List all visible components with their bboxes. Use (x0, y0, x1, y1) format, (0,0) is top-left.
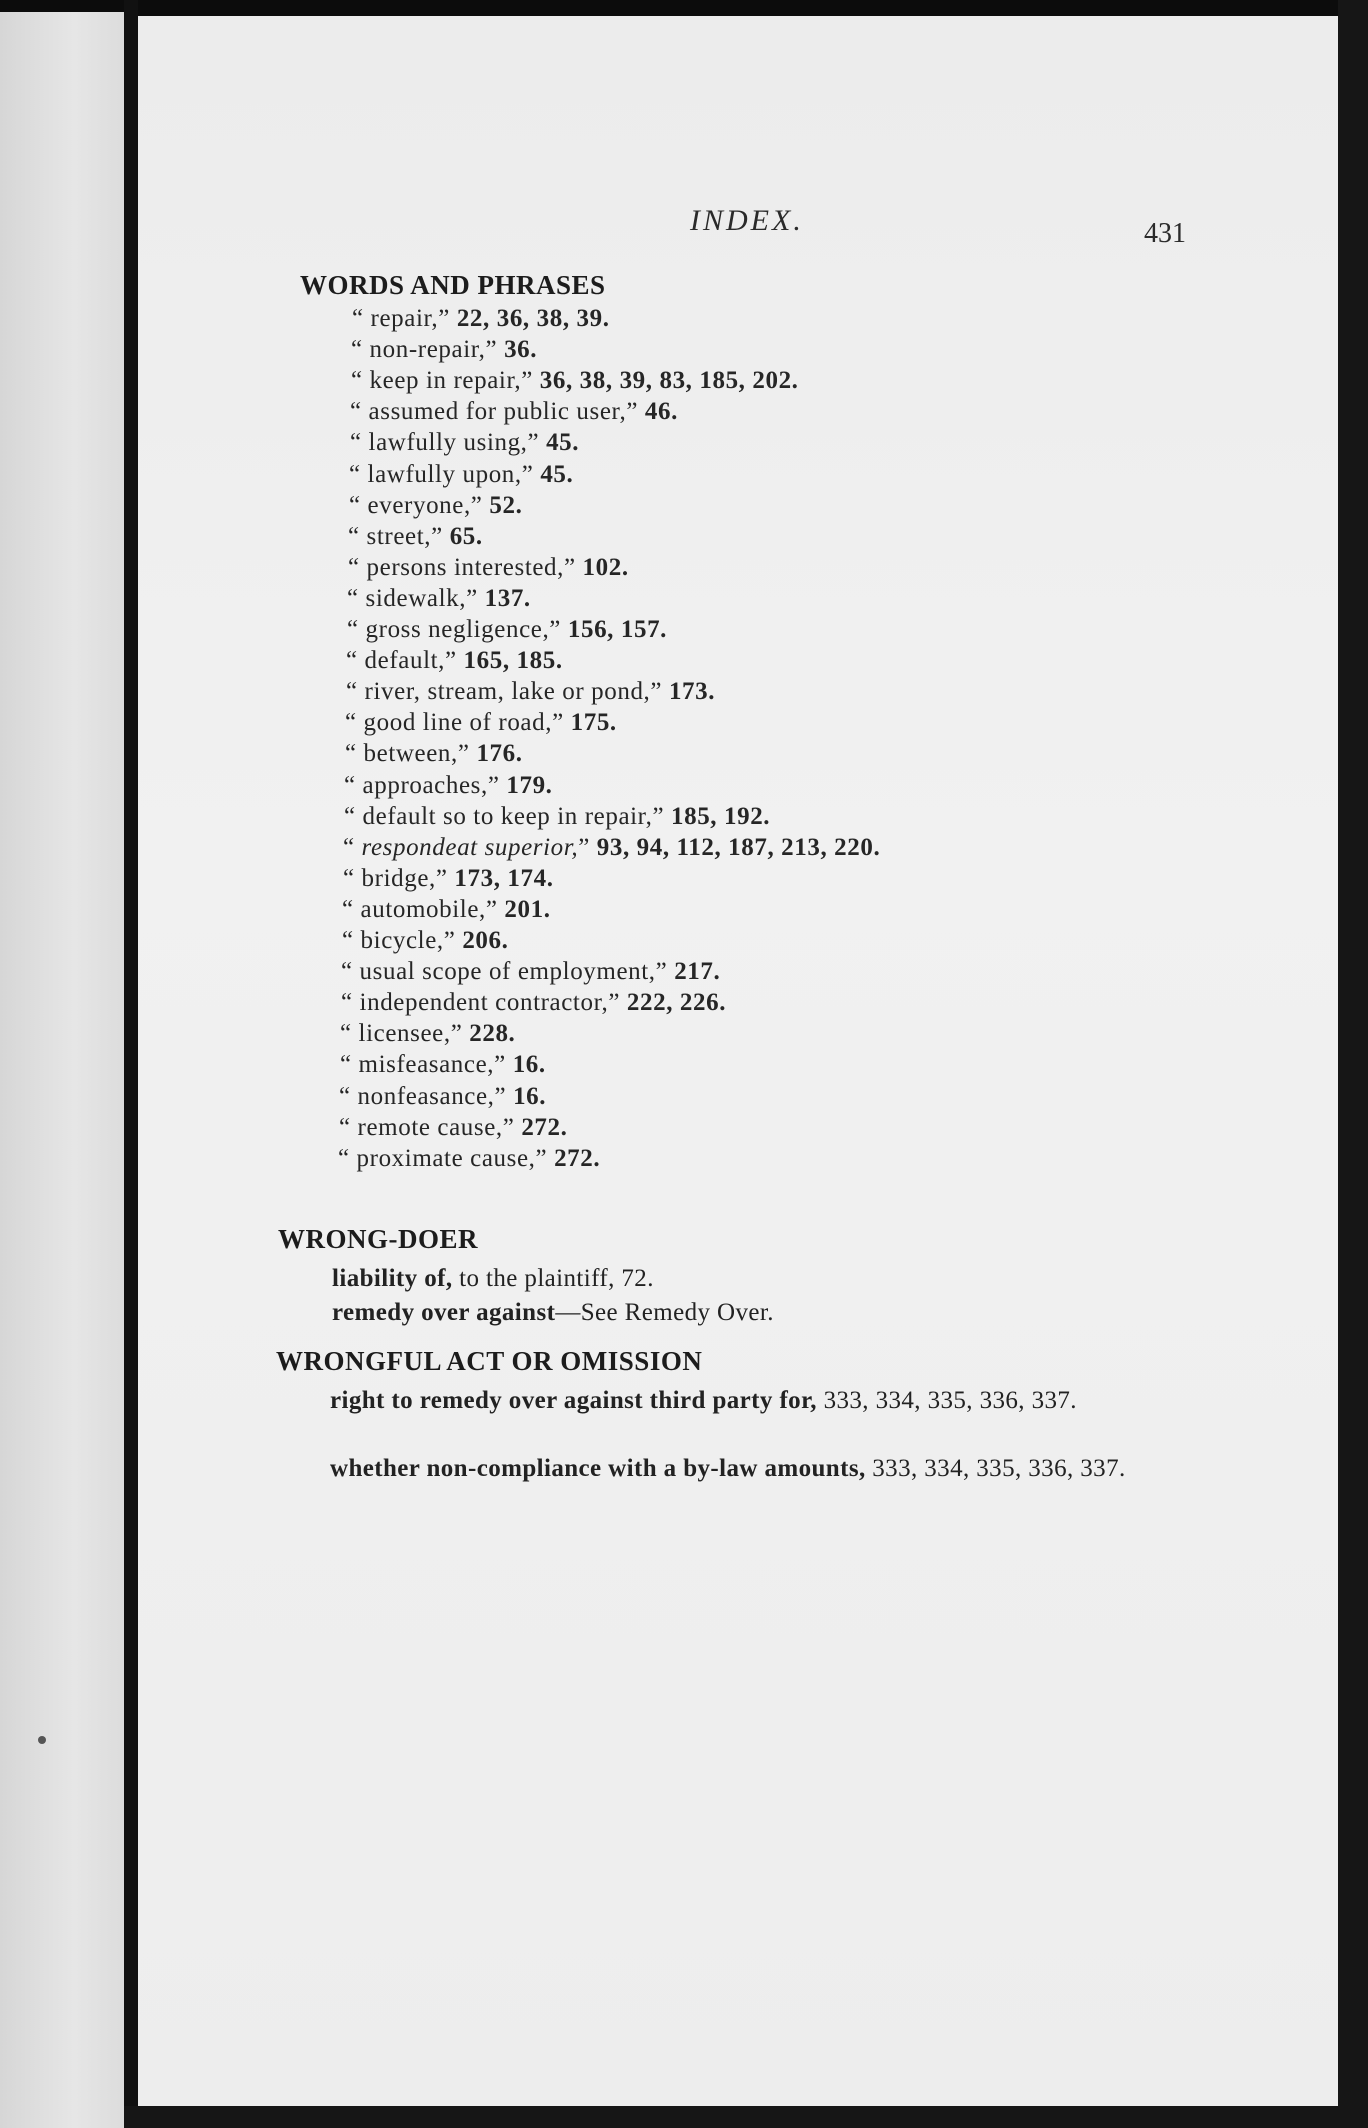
index-entry (344, 773, 553, 798)
entry-page-refs: 173. (662, 678, 716, 705)
entry-page-refs: 272. (514, 1114, 568, 1141)
entry-page-refs: 165, 185. (456, 647, 563, 674)
subentry-refs: 333, 334, 335, 336, 337. (865, 1455, 1126, 1482)
index-entry (352, 306, 610, 331)
index-subentry (330, 1388, 1226, 1414)
entry-page-refs: 222, 226. (620, 989, 727, 1016)
entry-term: “ keep in repair,” (351, 367, 533, 394)
entry-term: “ lawfully upon,” (349, 461, 534, 488)
entry-page-refs: 45. (539, 429, 580, 456)
entry-term-italic: respondeat superior, (361, 834, 579, 861)
entry-term: “ sidewalk,” (347, 585, 478, 612)
index-entry (343, 835, 880, 860)
entry-term: “ non-repair,” (351, 336, 498, 363)
print-speck (38, 1736, 46, 1744)
entry-page-refs: 272. (547, 1145, 601, 1172)
entry-term: “ assumed for public user,” (350, 398, 639, 425)
index-entry (347, 617, 667, 642)
entry-term-quote-close: ” (578, 834, 590, 861)
entry-page-refs: 36. (497, 336, 538, 363)
index-entry (342, 897, 551, 922)
entry-page-refs: 175. (563, 709, 617, 736)
index-entry (349, 493, 522, 518)
entry-page-refs: 137. (477, 585, 531, 612)
index-entry (340, 1021, 515, 1046)
subentry-lead: right to remedy over against third party for, (330, 1387, 817, 1414)
entry-term: “ good line of road,” (345, 709, 564, 736)
entry-term: “ automobile,” (342, 896, 498, 923)
entry-term (343, 834, 590, 861)
index-entry (341, 990, 726, 1015)
entry-page-refs: 228. (462, 1020, 516, 1047)
entry-page-refs: 179. (499, 772, 553, 799)
entry-term: “ remote cause,” (339, 1114, 515, 1141)
entry-page-refs: 156, 157. (561, 616, 668, 643)
entry-term: “ default so to keep in repair,” (344, 803, 665, 830)
index-entry (350, 399, 678, 424)
entry-term: “ misfeasance,” (340, 1051, 506, 1078)
entry-page-refs: 185, 192. (664, 803, 771, 830)
index-entry (347, 586, 531, 611)
section-heading-wrong-doer: WRONG-DOER (278, 1224, 478, 1254)
entry-term: “ default,” (346, 647, 457, 674)
entry-page-refs: 65. (442, 523, 483, 550)
index-subentry (330, 1456, 1226, 1482)
index-entry (348, 524, 483, 549)
index-entry (349, 462, 573, 487)
index-entry (350, 430, 579, 455)
entry-page-refs: 93, 94, 112, 187, 213, 220. (589, 834, 881, 861)
entry-term: “ lawfully using,” (350, 429, 540, 456)
entry-page-refs: 16. (506, 1083, 547, 1110)
index-entry (348, 555, 629, 580)
index-entry (346, 679, 715, 704)
index-entry (342, 928, 508, 953)
entry-page-refs: 206. (455, 927, 509, 954)
index-entry (345, 710, 617, 735)
index-entry (344, 804, 770, 829)
index-entry (338, 1146, 600, 1171)
entry-term: “ street,” (348, 523, 443, 550)
entry-term: “ everyone,” (349, 492, 483, 519)
index-entry (345, 741, 523, 766)
entry-term: “ gross negligence,” (347, 616, 562, 643)
index-entry (351, 337, 537, 362)
index-entry (341, 959, 720, 984)
subentry-lead: whether non-compliance with a by-law amounts, (330, 1455, 866, 1482)
index-entry (343, 866, 554, 891)
entry-page-refs: 52. (482, 492, 523, 519)
index-subentry (332, 1300, 1132, 1326)
entry-term: “ proximate cause,” (338, 1145, 548, 1172)
entry-term: “ licensee,” (340, 1020, 463, 1047)
entry-term: “ usual scope of employment,” (341, 958, 668, 985)
subentry-refs: —See Remedy Over. (555, 1299, 774, 1326)
entry-page-refs: 201. (497, 896, 551, 923)
section-heading-wrongful-act: WRONGFUL ACT OR OMISSION (276, 1346, 703, 1376)
entry-term: “ approaches,” (344, 772, 500, 799)
index-subentry (332, 1266, 1132, 1292)
subentry-lead: remedy over against (332, 1299, 556, 1326)
page-number: 431 (1144, 218, 1186, 249)
entry-term: “ independent contractor,” (341, 989, 621, 1016)
entry-page-refs: 22, 36, 38, 39. (449, 305, 610, 332)
index-entry (339, 1084, 546, 1109)
subentry-lead: liability of, (332, 1265, 453, 1292)
entry-page-refs: 45. (533, 461, 574, 488)
entry-term: “ river, stream, lake or pond,” (346, 678, 663, 705)
entry-page-refs: 217. (667, 958, 721, 985)
facing-page-edge (0, 12, 124, 2128)
entry-term: “ bicycle,” (342, 927, 456, 954)
subentry-refs: 333, 334, 335, 336, 337. (816, 1387, 1077, 1414)
entry-page-refs: 46. (638, 398, 678, 425)
entry-term: “ repair,” (352, 305, 450, 332)
entry-page-refs: 16. (505, 1051, 546, 1078)
index-page (138, 16, 1338, 2106)
entry-term: “ bridge,” (343, 865, 448, 892)
subentry-refs: to the plaintiff, 72. (452, 1265, 654, 1292)
section-heading-words-and-phrases: WORDS AND PHRASES (300, 270, 606, 300)
entry-term: “ nonfeasance,” (339, 1083, 507, 1110)
book-gutter (124, 0, 138, 2128)
index-entry (351, 368, 799, 393)
index-entry (339, 1115, 567, 1140)
scan-edge-right (1338, 0, 1368, 2128)
entry-term: “ persons interested,” (348, 554, 576, 581)
entry-page-refs: 173, 174. (447, 865, 554, 892)
index-entry (340, 1052, 546, 1077)
entry-page-refs: 36, 38, 39, 83, 185, 202. (532, 367, 799, 394)
index-entry (346, 648, 563, 673)
entry-page-refs: 102. (575, 554, 629, 581)
scan-edge-bottom (124, 2106, 1368, 2128)
running-head: INDEX. (690, 204, 804, 237)
entry-term: “ between,” (345, 740, 470, 767)
entry-term-quote-open: “ (343, 834, 362, 861)
entry-page-refs: 176. (469, 740, 523, 767)
